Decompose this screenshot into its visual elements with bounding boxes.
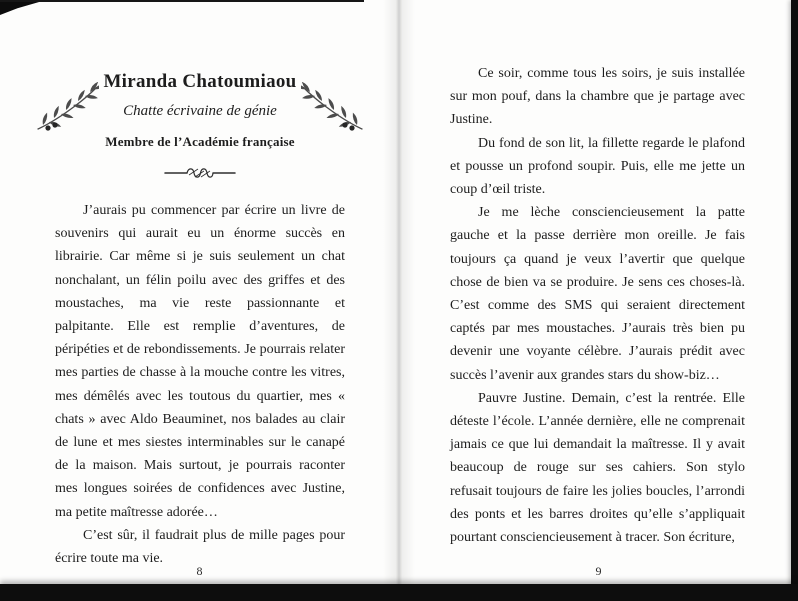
page-title: Miranda Chatoumiaou (103, 71, 297, 92)
scan-edge-right (791, 0, 798, 601)
page-affiliation: Membre de l’Académie française (105, 134, 295, 149)
left-page-body (55, 199, 345, 570)
paragraph: Pauvre Justine. Demain, c’est la rentrée. Elle déteste l’école. L’année dernière, elle ne comprenait jamais ce que lui demandait la maîtresse. Il y avait beaucoup de rouge sur ses cahiers. Son stylo refusait toujours de faire les jolies boucles, l’arrondi des ponts et les barres droites qu’elle s’appliquait pourtant consciencieusement à tracer. Son écriture, (450, 390, 745, 546)
divider-ornament-icon (164, 164, 236, 182)
page-subtitle: Chatte écrivaine de génie (123, 103, 277, 119)
right-page-body (450, 62, 745, 549)
paragraph: Ce soir, comme tous les soirs, je suis installée sur mon pouf, dans la chambre que je partage avec Justine. (450, 66, 745, 128)
olive-branch-left-icon (35, 82, 99, 134)
scan-edge-bottom (0, 584, 798, 601)
paragraph: J’aurais pu commencer par écrire un livre de souvenirs qui aurait eu un énorme succès en librairie. Car même si je suis seulement un chat nonchalant, un félin poilu avec des griffes et des moustaches, ma vie reste passionnante et palpitante. Elle est remplie d’aventures, de péripéties et de rebondissements. Je pourrais relater mes parties de chasse à la mouche contre les vitres, mes démêlés avec les toutous du quartier, mes « chats » avec Aldo Beauminet, nos balades au clair de lune et mes siestes interminables sur le canapé de la maison. Mais surtout, je pourrais raconter mes longues soirées de confidences avec Justine, ma petite maîtresse adorée… (55, 203, 345, 520)
page-number-right: 9 (595, 564, 602, 578)
scan-edge-top (0, 0, 364, 2)
paragraph: Du fond de son lit, la fillette regarde le plafond et pousse un profond soupir. Puis, elle me jette un coup d’œil triste. (450, 135, 745, 198)
paragraph: C’est sûr, il faudrait plus de mille pages pour écrire toute ma vie. (55, 527, 345, 567)
olive-branch-right-icon (301, 82, 365, 134)
page-right (399, 0, 798, 601)
page-number-left: 8 (196, 564, 203, 578)
paragraph: Je me lèche consciencieusement la patte gauche et la passe derrière mon oreille. Je fais toujours ça quand je veux l’avertir que quelque chose de bien va se produire. Je sens ces choses-là. C’est comme des SMS qui seraient directement captés par mes moustaches. J’aurais très bien pu devenir une voyante célèbre. J’aurais prédit avec succès l’avenir aux grandes stars du show-biz… (450, 205, 745, 383)
chapter-heading (55, 70, 345, 150)
